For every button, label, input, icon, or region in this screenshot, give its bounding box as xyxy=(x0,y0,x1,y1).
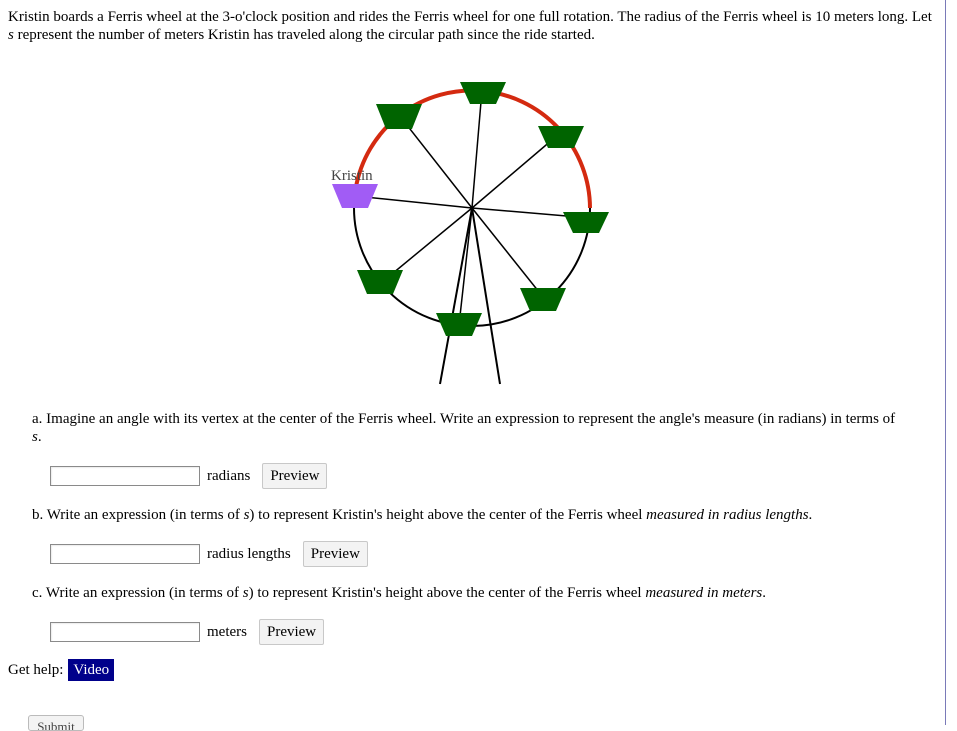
ferris-wheel-figure xyxy=(300,70,640,390)
question-c: c. Write an expression (in terms of s) to represent Kristin's height above the center of the Ferris wheel measured in meters. xyxy=(32,585,767,601)
rider-label: Kristin xyxy=(331,168,373,184)
answer-input-a[interactable] xyxy=(50,466,200,486)
submit-button[interactable]: Submit xyxy=(28,715,84,731)
variable-s: s xyxy=(8,27,14,43)
unit-label-a: radians xyxy=(207,467,251,484)
question-b: b. Write an expression (in terms of s) to represent Kristin's height above the center of the Ferris wheel measured in radius lengths. xyxy=(32,507,813,523)
answer-row-c xyxy=(50,620,324,644)
car-4 xyxy=(563,212,609,233)
support-leg-left xyxy=(440,208,472,384)
answer-input-b[interactable] xyxy=(50,544,200,564)
answer-row-b xyxy=(50,542,368,566)
preview-button-c[interactable]: Preview xyxy=(259,619,324,645)
car-6 xyxy=(520,288,566,311)
support-leg-right xyxy=(472,208,500,384)
car-5 xyxy=(357,270,403,294)
unit-label-b: radius lengths xyxy=(207,545,291,562)
rider-car xyxy=(332,184,378,208)
answer-row-a xyxy=(50,464,327,488)
preview-button-b[interactable]: Preview xyxy=(303,541,368,567)
answer-input-c[interactable] xyxy=(50,622,200,642)
help-row xyxy=(8,659,114,681)
video-help-button[interactable]: Video xyxy=(68,659,114,681)
frame-border xyxy=(945,0,946,725)
help-label: Get help: xyxy=(8,661,64,678)
preview-button-a[interactable]: Preview xyxy=(262,463,327,489)
car-2 xyxy=(376,104,422,129)
question-a: a. Imagine an angle with its vertex at the center of the Ferris wheel. Write an expression to represent the angle's measure (in radians) in terms of s. xyxy=(32,411,896,445)
car-3 xyxy=(538,126,584,148)
unit-label-c: meters xyxy=(207,623,247,640)
car-7 xyxy=(436,313,482,336)
car-1 xyxy=(460,82,506,104)
problem-statement: Kristin boards a Ferris wheel at the 3-o'clock position and rides the Ferris wheel for one full rotation. The radius of the Ferris wheel is 10 meters long. Let s represent the number of meters Kristin has traveled along the circular path since the ride started. xyxy=(8,9,932,43)
